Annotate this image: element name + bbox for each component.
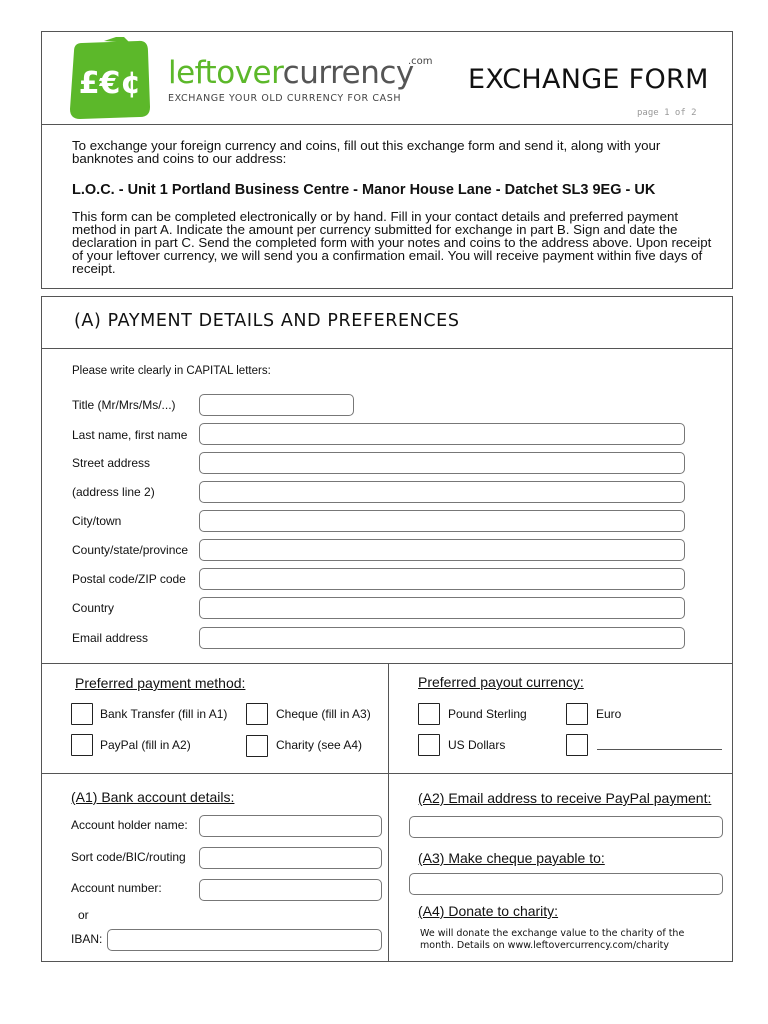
svg-text:£€¢: £€¢: [78, 66, 142, 101]
bank-transfer-checkbox[interactable]: [71, 703, 93, 725]
a4-heading: (A4) Donate to charity:: [418, 903, 559, 919]
postal-code-label: Postal code/ZIP code: [72, 572, 186, 586]
country-field[interactable]: [199, 597, 685, 619]
county-field[interactable]: [199, 539, 685, 561]
paypal-email-field[interactable]: [409, 816, 723, 838]
iban-field[interactable]: [107, 929, 382, 951]
title-label: Title (Mr/Mrs/Ms/...): [72, 398, 176, 412]
us-dollars-label: US Dollars: [448, 738, 506, 752]
a3-heading: (A3) Make cheque payable to:: [418, 850, 605, 866]
payment-method-heading: Preferred payment method:: [75, 675, 246, 691]
email-field[interactable]: [199, 627, 685, 649]
charity-checkbox[interactable]: [246, 735, 268, 757]
page-indicator: page 1 of 2: [637, 108, 697, 118]
iban-label: IBAN:: [71, 932, 103, 946]
sort-code-label: Sort code/BIC/routing: [71, 850, 186, 864]
paypal-label: PayPal (fill in A2): [100, 738, 191, 752]
street-address-label: Street address: [72, 456, 151, 470]
preferences-bottom-divider: [41, 773, 733, 774]
account-number-label: Account number:: [71, 881, 162, 895]
other-currency-write-in-line[interactable]: [597, 749, 722, 750]
page-title: EXCHANGE FORM: [468, 64, 709, 95]
charity-label: Charity (see A4): [276, 738, 363, 752]
header-divider: [41, 124, 733, 125]
address-line-2-field[interactable]: [199, 481, 685, 503]
a2-heading: (A2) Email address to receive PayPal payment:: [418, 790, 712, 806]
or-label: or: [78, 908, 89, 922]
bank-transfer-label: Bank Transfer (fill in A1): [100, 707, 228, 721]
section-a-title: (A) PAYMENT DETAILS AND PREFERENCES: [74, 311, 460, 331]
street-address-field[interactable]: [199, 452, 685, 474]
mailing-address: L.O.C. - Unit 1 Portland Business Centre - Manor House Lane - Datchet SL3 9EG - UK: [72, 182, 656, 198]
city-label: City/town: [72, 514, 122, 528]
account-holder-label: Account holder name:: [71, 818, 188, 832]
section-a-title-divider: [41, 348, 733, 349]
capital-letters-instruction: Please write clearly in CAPITAL letters:: [72, 365, 271, 377]
euro-label: Euro: [596, 707, 622, 721]
payout-currency-heading: Preferred payout currency:: [418, 674, 584, 690]
other-currency-checkbox[interactable]: [566, 734, 588, 756]
account-holder-field[interactable]: [199, 815, 382, 837]
cheque-payee-field[interactable]: [409, 873, 723, 895]
logo-wordmark: leftovercurrency: [168, 55, 414, 91]
email-label: Email address: [72, 631, 149, 645]
cheque-label: Cheque (fill in A3): [276, 707, 371, 721]
title-field[interactable]: [199, 394, 354, 416]
postal-code-field[interactable]: [199, 568, 685, 590]
address-line-2-label: (address line 2): [72, 485, 155, 499]
cheque-checkbox[interactable]: [246, 703, 268, 725]
a1-heading: (A1) Bank account details:: [71, 789, 235, 805]
county-label: County/state/province: [72, 543, 189, 557]
account-number-field[interactable]: [199, 879, 382, 901]
sort-code-field[interactable]: [199, 847, 382, 869]
paypal-checkbox[interactable]: [71, 734, 93, 756]
city-field[interactable]: [199, 510, 685, 532]
charity-note: We will donate the exchange value to the charity of the month. Details on www.leftovercurrency.com/charity: [420, 928, 685, 951]
intro-paragraph-1: To exchange your foreign currency and coins, fill out this exchange form and send it, along with your banknotes and coins to our address:: [72, 138, 661, 166]
preferences-top-divider: [41, 663, 733, 664]
leftovercurrency-logo-icon: [64, 37, 154, 121]
country-label: Country: [72, 601, 115, 615]
preferences-column-divider: [388, 663, 389, 961]
us-dollars-checkbox[interactable]: [418, 734, 440, 756]
intro-paragraph-2: This form can be completed electronically or by hand. Fill in your contact details and preferred payment method in part A. Indicate the amount per currency submitted for exchange in part B. Sign and date the declaration in part C. Send the completed form with your notes and coins to the address above. Upon receipt of your leftover currency, we will send you a confirmation email. You will receive payment within five days of receipt.: [72, 209, 712, 276]
logo-tagline: EXCHANGE YOUR OLD CURRENCY FOR CASH: [168, 93, 402, 104]
name-label: Last name, first name: [72, 428, 188, 442]
name-field[interactable]: [199, 423, 685, 445]
pound-sterling-checkbox[interactable]: [418, 703, 440, 725]
pound-sterling-label: Pound Sterling: [448, 707, 527, 721]
logo-com-suffix: .com: [408, 56, 433, 67]
euro-checkbox[interactable]: [566, 703, 588, 725]
